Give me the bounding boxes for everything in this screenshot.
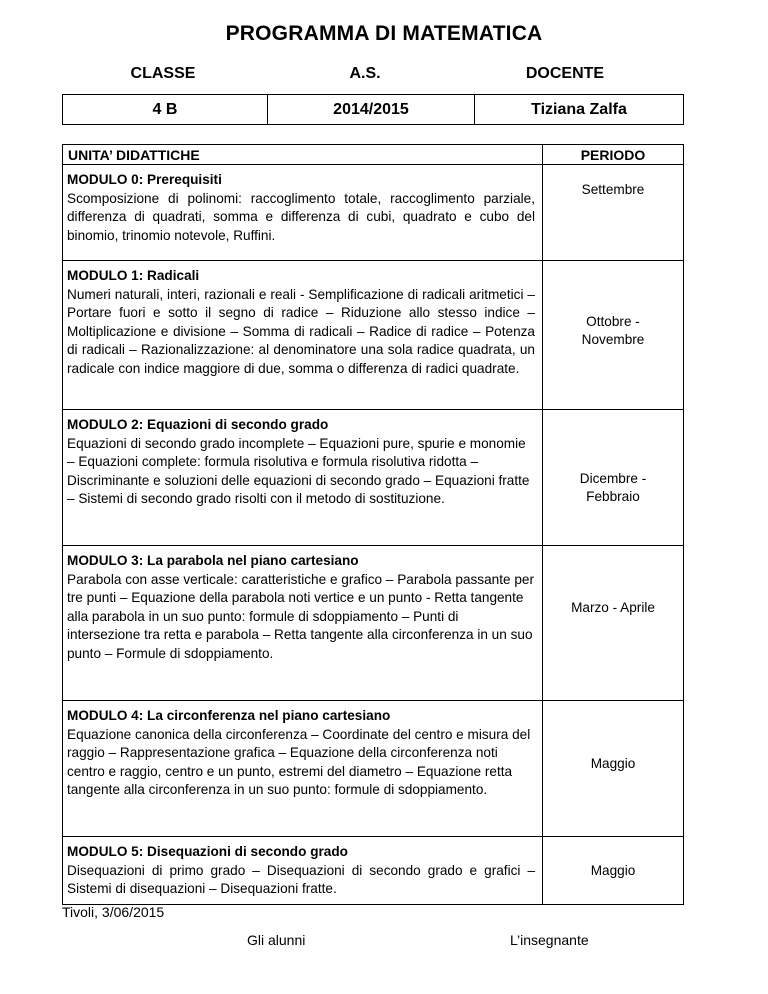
module-period-line: Novembre xyxy=(581,332,645,347)
program-table xyxy=(62,144,684,905)
module-period: Maggio xyxy=(590,756,636,771)
teacher-signature-label: L’insegnante xyxy=(510,932,589,948)
place-date: Tivoli, 3/06/2015 xyxy=(62,904,165,920)
module-period xyxy=(543,313,683,349)
module-content: Numeri naturali, interi, razionali e reali - Semplificazione di radicali aritmetici – Portare fuori e sotto il segno di radice – Riduzione allo stesso indice – Moltiplicazione e divisione – Somma di radicali – Radice di radice – Potenza di radicali – Razionalizzazione: al denominatore una sola radice quadrata, un radicale con indice maggiore di due, somma o differenza di radici quadrate. xyxy=(67,286,535,376)
module-row-3 xyxy=(63,546,683,701)
module-row-4 xyxy=(63,701,683,837)
module-content: Equazioni di secondo grado incomplete – Equazioni pure, spurie e monomie – Equazioni complete: formula risolutiva e formula risolutiva ridotta – Discriminante e soluzioni delle equazioni di secondo grado – Equazioni fratte – Sistemi di secondo grado risolti con il metodo di sostituzione. xyxy=(67,435,530,506)
module-period-line: Febbraio xyxy=(586,489,640,504)
module-description xyxy=(67,267,535,378)
module-description xyxy=(67,552,535,663)
module-period: Maggio xyxy=(590,863,636,878)
module-row-5 xyxy=(63,837,683,904)
module-period-line: Ottobre - xyxy=(586,314,640,329)
module-period: Marzo - Aprile xyxy=(571,600,655,615)
module-row-0 xyxy=(63,165,683,261)
module-period-line: Dicembre - xyxy=(579,471,647,486)
module-description xyxy=(67,416,535,509)
module-content: Equazione canonica della circonferenza – Coordinate del centro e misura del raggio – Rappresentazione grafica – Equazione della circonferenza noti centro e raggio, centro e un punto, estremi del diametro – Equazione retta tangente alla circonferenza in un suo punto: formule di sdoppiamento. xyxy=(67,726,531,797)
value-classe: 4 B xyxy=(152,100,178,118)
header-unita-didattiche: UNITA’ DIDATTICHE xyxy=(68,147,200,163)
program-table-header xyxy=(63,145,683,165)
module-title: MODULO 5: Disequazioni di secondo grado xyxy=(67,844,348,859)
document-title: PROGRAMMA DI MATEMATICA xyxy=(225,22,543,45)
module-period: Settembre xyxy=(581,182,645,197)
label-docente: DOCENTE xyxy=(525,65,605,82)
module-title: MODULO 2: Equazioni di secondo grado xyxy=(67,417,329,432)
students-signature-label: Gli alunni xyxy=(247,932,306,948)
module-row-1 xyxy=(63,261,683,410)
value-anno-scolastico: 2014/2015 xyxy=(267,95,474,124)
module-title: MODULO 3: La parabola nel piano cartesiano xyxy=(67,553,359,568)
module-content: Parabola con asse verticale: caratteristiche e grafico – Parabola passante per tre punti – Equazione della parabola noti vertice e un punto - Retta tangente alla parabola in un suo punto: formule di sdoppiamento – Punti di intersezione tra retta e parabola – Retta tangente alla circonferenza in un suo punto – Formule di sdoppiamento. xyxy=(67,571,534,661)
label-classe: CLASSE xyxy=(130,65,196,82)
value-docente: Tiziana Zalfa xyxy=(474,95,683,124)
header-info-table xyxy=(62,94,684,125)
header-periodo: PERIODO xyxy=(580,147,646,163)
module-content: Disequazioni di primo grado – Disequazioni di secondo grado e grafici – Sistemi di disequazioni – Disequazioni fratte. xyxy=(67,862,535,896)
module-row-2 xyxy=(63,410,683,546)
module-title: MODULO 4: La circonferenza nel piano cartesiano xyxy=(67,708,391,723)
module-title: MODULO 1: Radicali xyxy=(67,268,200,283)
module-content: Scomposizione di polinomi: raccoglimento totale, raccoglimento parziale, differenza di quadrati, somma e differenza di cubi, quadrato e cubo del binomio, trinomio notevole, Ruffini. xyxy=(67,190,535,243)
module-period xyxy=(543,470,683,506)
module-description xyxy=(67,707,535,800)
module-description xyxy=(67,843,535,899)
module-description xyxy=(67,171,535,245)
module-title: MODULO 0: Prerequisiti xyxy=(67,172,222,187)
label-anno-scolastico: A.S. xyxy=(349,65,381,82)
